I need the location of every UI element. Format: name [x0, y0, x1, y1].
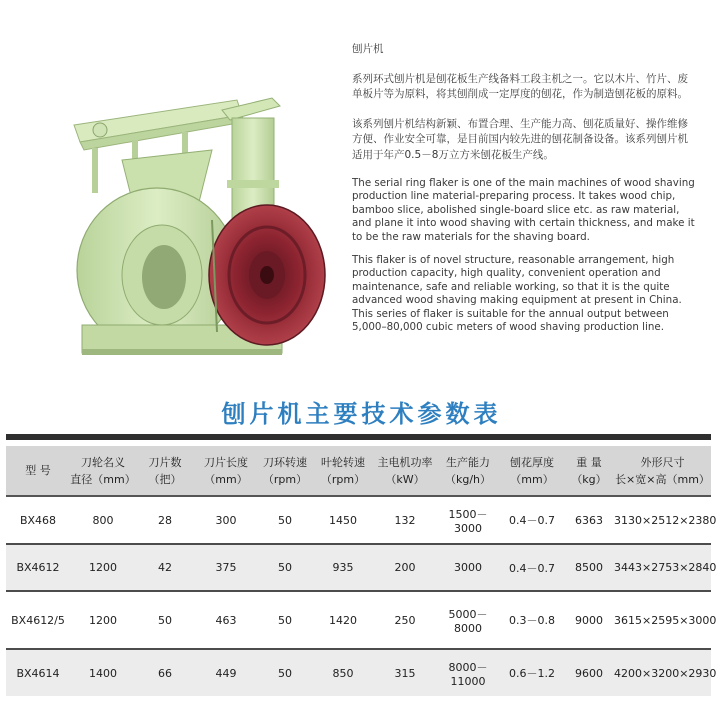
column-header-line: 外形尺寸: [640, 455, 685, 469]
table-cell: 1450: [312, 496, 374, 544]
table-cell: 0.4－0.7: [500, 544, 564, 591]
column-header: [6, 446, 70, 496]
table-cell: 50: [136, 591, 194, 649]
en-paragraph-2: This flaker is of novel structure, reasonable arrangement, high production capacity, high quality, convenient operation and maintenance, safe and reliable working, so that it is the quite advanced wood shaving making equipment at present in China. This series of flaker is suitable for the annual output between 5,000–80,000 cubic meters of wood shaving production line.: [352, 254, 682, 334]
column-header-line: 刨花厚度: [510, 455, 554, 469]
column-header-line: （kW）: [385, 472, 425, 486]
column-header-line: 直径（mm）: [70, 472, 136, 486]
table-cell: BX4612: [6, 544, 70, 591]
column-header-line: 刀片长度: [204, 455, 248, 469]
table-cell: 315: [394, 666, 416, 680]
cn-paragraph-2: 该系列刨片机结构新颖、布置合理、生产能力高、刨花质量好、操作维修方便、作业安全可靠，是目前国内较先进的刨花制备设备。该系列刨片机适用于年产0.5－8万立方米刨花板生产线。: [352, 117, 688, 161]
cn-paragraph-1: 系列环式刨片机是刨花板生产线备料工段主机之一。它以木片、竹片、废单板片等为原料，将其刨削成一定厚度的刨花，作为制造刨花板的原料。: [352, 72, 688, 100]
column-header: [194, 446, 258, 496]
table-cell: 935: [312, 544, 374, 591]
product-title: 刨片机: [352, 43, 384, 55]
ring-flaker-machine-illustration: [62, 70, 332, 360]
column-header: [258, 446, 312, 496]
table-body: [6, 496, 717, 696]
table-cell: 3615×2595×3000: [614, 591, 711, 649]
table-cell: 250: [374, 591, 436, 649]
column-header: [436, 446, 500, 496]
column-header: [312, 446, 374, 496]
table-cell: 850: [332, 666, 354, 680]
table-cell: 28: [136, 496, 194, 544]
column-header-line: （kg/h）: [444, 472, 492, 486]
column-header-line: 生产能力: [446, 455, 490, 469]
table-row: [6, 496, 711, 544]
column-header: [70, 446, 136, 496]
spec-table-title: 刨片机主要技术参数表: [221, 400, 502, 428]
column-header: [614, 446, 711, 496]
column-header-line: 刀片数: [148, 455, 182, 469]
table-cell: 132: [374, 496, 436, 544]
column-header-line: 型 号: [25, 464, 51, 477]
table-cell: 800: [70, 496, 136, 544]
table-cell: 50: [258, 496, 312, 544]
table-cell: BX4614: [16, 666, 60, 680]
column-header: [136, 446, 194, 496]
title-divider: [6, 434, 711, 440]
table-cell: 0.3－0.8: [500, 591, 564, 649]
table-cell: 8000－11000: [448, 660, 488, 688]
table-cell: 8500: [564, 544, 614, 591]
table-row: [6, 544, 711, 591]
table-cell: 449: [215, 666, 237, 680]
column-header-line: （mm）: [510, 472, 554, 486]
table-cell: 1400: [89, 666, 117, 680]
table-cell: 1420: [312, 591, 374, 649]
table-cell: 4200×3200×2930: [614, 666, 717, 680]
column-header: [564, 446, 614, 496]
table-cell: 1500－3000: [436, 496, 500, 544]
column-header: [500, 446, 564, 496]
column-header-line: （mm）: [204, 472, 248, 486]
table-row: [6, 649, 711, 696]
column-header-line: （kg）: [571, 472, 607, 486]
table-cell: 6363: [564, 496, 614, 544]
column-header-line: 长×宽×高（mm）: [615, 472, 710, 486]
column-header-line: （rpm）: [262, 472, 308, 486]
column-header-line: 重 量: [576, 455, 602, 469]
spec-table: [6, 446, 717, 696]
table-cell: 50: [258, 544, 312, 591]
table-cell: 50: [278, 666, 292, 680]
table-cell: BX4612/5: [6, 591, 70, 649]
table-row: [6, 591, 711, 649]
table-cell: 9600: [575, 666, 603, 680]
table-cell: 200: [374, 544, 436, 591]
column-header-line: （把）: [148, 472, 182, 486]
table-cell: BX468: [6, 496, 70, 544]
table-header-row: [6, 446, 711, 496]
column-header-line: 刀轮名义: [81, 455, 125, 469]
table-cell: 463: [194, 591, 258, 649]
column-header-line: 刀环转速: [263, 455, 307, 469]
column-header-line: 主电机功率: [377, 455, 433, 469]
column-header-line: （rpm）: [320, 472, 366, 486]
table-cell: 3000: [436, 544, 500, 591]
product-description: [352, 42, 697, 344]
table-cell: 0.4－0.7: [500, 496, 564, 544]
table-cell: 50: [258, 591, 312, 649]
table-cell: 1200: [70, 544, 136, 591]
table-cell: 3443×2753×2840: [614, 544, 711, 591]
column-header-line: 叶轮转速: [321, 455, 365, 469]
table-cell: 9000: [564, 591, 614, 649]
table-cell: 42: [136, 544, 194, 591]
table-cell: 66: [158, 666, 172, 680]
column-header: [374, 446, 436, 496]
table-cell: 300: [194, 496, 258, 544]
table-cell: 0.6－1.2: [509, 667, 555, 680]
table-cell: 5000－8000: [436, 591, 500, 649]
table-cell: 375: [194, 544, 258, 591]
en-paragraph-1: The serial ring flaker is one of the main machines of wood shaving production line material-preparing process. It takes wood chip, bamboo slice, abolished single-board slice etc. as raw material, and plane it into wood shaving with certain thickness, and make it to be the raw materials for the shaving board.: [352, 177, 695, 243]
table-cell: 3130×2512×2380: [614, 496, 711, 544]
table-cell: 1200: [70, 591, 136, 649]
